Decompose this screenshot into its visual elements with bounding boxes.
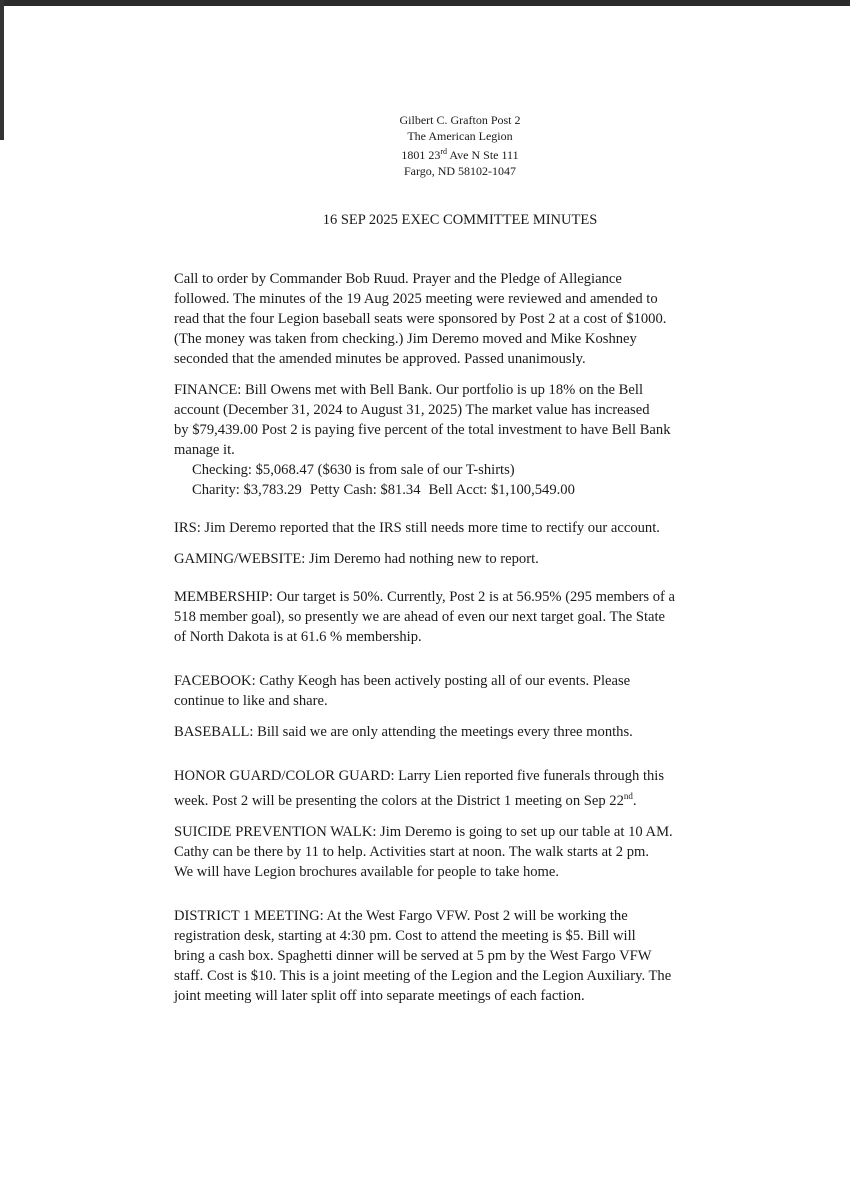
call-to-order-line: read that the four Legion baseball seats were sponsored by Post 2 at a cost of $1000.: [174, 311, 667, 327]
finance-line: by $79,439.00 Post 2 is paying five percent of the total investment to have Bell Bank: [174, 422, 671, 438]
finance-line: account (December 31, 2024 to August 31, 2025) The market value has increased: [174, 402, 650, 418]
membership-line: MEMBERSHIP: Our target is 50%. Currently, Post 2 is at 56.95% (295 members of a: [174, 589, 676, 605]
city-state-zip: Fargo, ND 58102-1047: [403, 164, 517, 178]
honor-guard-line: HONOR GUARD/COLOR GUARD: Larry Lien reported five funerals through this: [174, 768, 665, 784]
district-meeting-line: registration desk, starting at 4:30 pm. Cost to attend the meeting is $5. Bill will: [174, 927, 636, 944]
call-to-order-line: Call to order by Commander Bob Ruud. Prayer and the Pledge of Allegiance: [174, 271, 622, 287]
call-to-order-line: seconded that the amended minutes be approved. Passed unanimously.: [174, 351, 586, 367]
district-meeting-line: joint meeting will later split off into separate meetings of each faction.: [174, 987, 585, 1004]
balances-row: [174, 480, 774, 500]
checking-balance: Checking: $5,068.47 ($630 is from sale of our T-shirts): [192, 462, 515, 478]
district-meeting-line: staff. Cost is $10. This is a joint meeting of the Legion and the Legion Auxiliary. The: [174, 967, 672, 984]
letterhead: [160, 112, 760, 179]
membership-line: of North Dakota is at 61.6 % membership.: [174, 629, 422, 645]
minutes-body: [174, 269, 774, 1006]
bell-account-balance: Bell Acct: $1,100,549.00: [428, 482, 575, 498]
gaming-website-report: GAMING/WEBSITE: Jim Deremo had nothing new to report.: [174, 551, 539, 567]
organization-name: The American Legion: [407, 129, 513, 143]
finance-line: manage it.: [174, 442, 235, 458]
suicide-prevention-line: We will have Legion brochures available for people to take home.: [174, 863, 560, 880]
membership-line: 518 member goal), so presently we are ahead of even our next target goal. The State: [174, 609, 666, 625]
document-title: 16 SEP 2025 EXEC COMMITTEE MINUTES: [322, 212, 598, 228]
district-meeting-line: bring a cash box. Spaghetti dinner will be served at 5 pm by the West Fargo VFW: [174, 947, 652, 964]
honor-guard-line: week. Post 2 will be presenting the colors at the District 1 meeting on Sep 22nd.: [174, 791, 637, 809]
facebook-line: FACEBOOK: Cathy Keogh has been actively posting all of our events. Please: [174, 673, 631, 689]
suicide-prevention-line: Cathy can be there by 11 to help. Activities start at noon. The walk starts at 2 pm.: [174, 843, 650, 860]
baseball-report: BASEBALL: Bill said we are only attending the meetings every three months.: [174, 724, 633, 740]
suicide-prevention-line: SUICIDE PREVENTION WALK: Jim Deremo is going to set up our table at 10 AM.: [174, 823, 673, 840]
charity-balance: Charity: $3,783.29: [192, 482, 302, 498]
petty-cash-balance: Petty Cash: $81.34: [309, 482, 421, 498]
call-to-order-line: followed. The minutes of the 19 Aug 2025 meeting were reviewed and amended to: [174, 291, 658, 307]
facebook-line: continue to like and share.: [174, 693, 328, 709]
street-address: 1801 23rd Ave N Ste 111: [401, 147, 519, 162]
finance-line: FINANCE: Bill Owens met with Bell Bank. Our portfolio is up 18% on the Bell: [174, 382, 643, 398]
post-name: Gilbert C. Grafton Post 2: [399, 113, 521, 127]
call-to-order-line: (The money was taken from checking.) Jim Deremo moved and Mike Koshney: [174, 331, 637, 347]
district-meeting-line: DISTRICT 1 MEETING: At the West Fargo VFW. Post 2 will be working the: [174, 907, 628, 924]
irs-report: IRS: Jim Deremo reported that the IRS still needs more time to rectify our account.: [174, 520, 660, 536]
